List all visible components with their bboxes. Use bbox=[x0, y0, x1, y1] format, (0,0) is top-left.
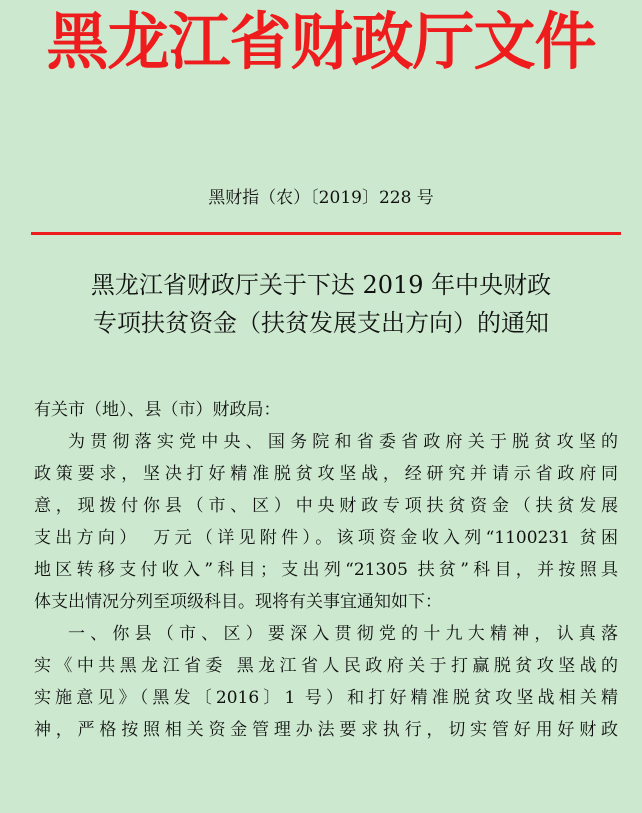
body-line: 实施意见》（黑发〔2016〕1 号）和打好精准脱贫攻坚战相关精 bbox=[34, 688, 618, 708]
body-line: 地区转移支付收入”科目；支出列“21305 扶贫”科目，并按照具 bbox=[34, 560, 618, 580]
body-line: 支出方向） 万元（详见附件）。该项资金收入列“1100231 贫困 bbox=[34, 528, 618, 548]
document-number: 黑财指（农）〔2019〕228 号 bbox=[208, 188, 434, 208]
body-line: 实《中共黑龙江省委 黑龙江省人民政府关于打赢脱贫攻坚战的 bbox=[34, 656, 618, 676]
notice-title bbox=[0, 266, 642, 342]
body-line: 为贯彻落实党中央、国务院和省委省政府关于脱贫攻坚的 bbox=[68, 432, 618, 452]
body-line: 神，严格按照相关资金管理办法要求执行，切实管好用好财政 bbox=[34, 720, 618, 740]
body-line: 意，现拨付你县（市、区）中央财政专项扶贫资金（扶贫发展 bbox=[34, 496, 618, 516]
body-line: 政策要求，坚决打好精准脱贫攻坚战，经研究并请示省政府同 bbox=[34, 464, 618, 484]
salutation: 有关市（地）、县（市）财政局： bbox=[34, 400, 281, 420]
notice-title-line-1: 黑龙江省财政厅关于下达 2019 年中央财政 bbox=[90, 271, 552, 299]
notice-body bbox=[34, 394, 618, 746]
issuer-header: 黑龙江省财政厅文件 bbox=[46, 5, 596, 78]
body-line: 体支出情况分列至项级科目。现将有关事宜通知如下： bbox=[34, 592, 442, 612]
notice-title-line-2: 专项扶贫资金（扶贫发展支出方向）的通知 bbox=[93, 309, 549, 337]
red-divider-line bbox=[31, 232, 621, 235]
body-line: 一、你县（市、区）要深入贯彻党的十九大精神，认真落 bbox=[68, 624, 618, 644]
